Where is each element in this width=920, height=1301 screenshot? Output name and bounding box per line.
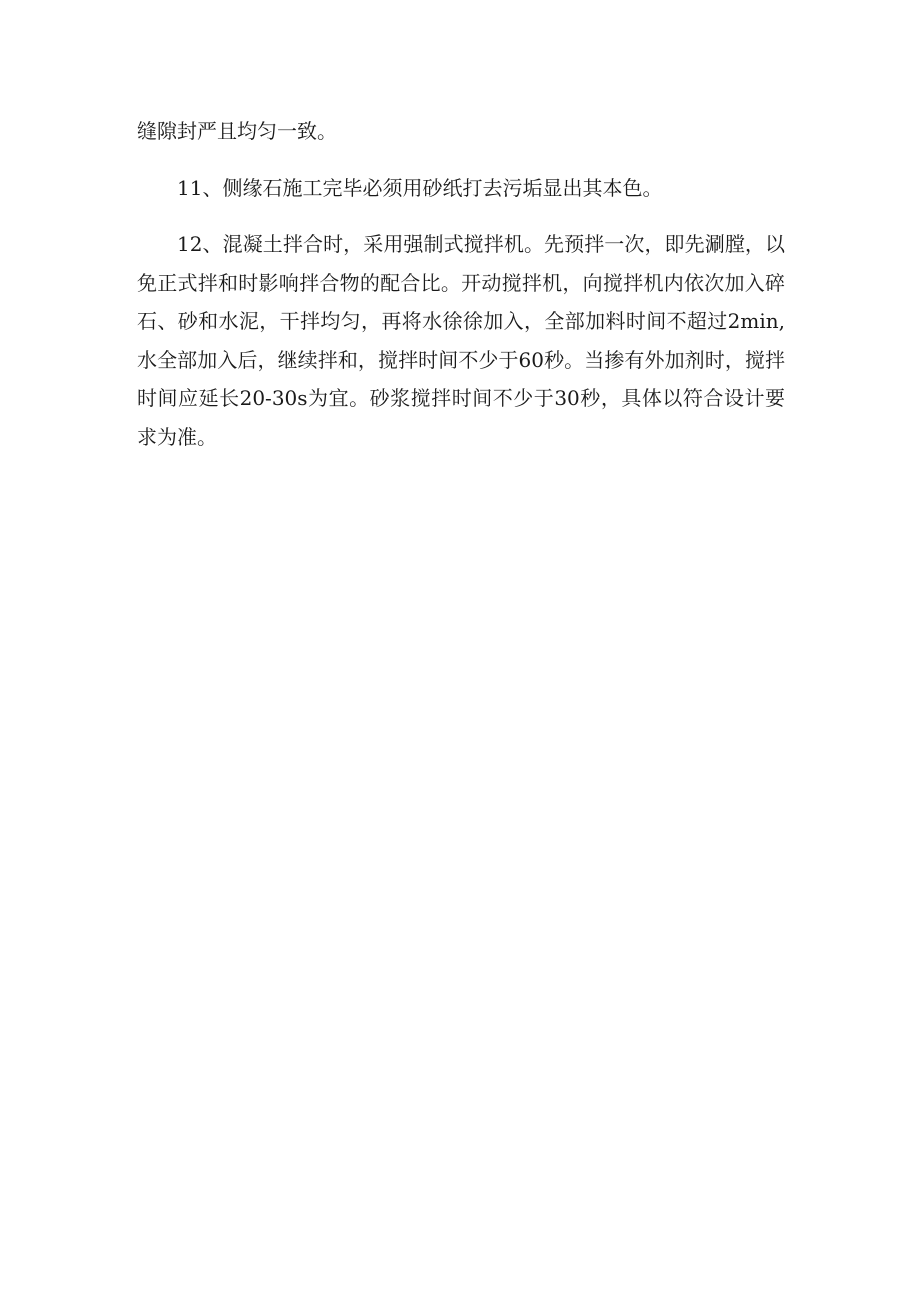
- document-body: [137, 112, 785, 456]
- paragraph-item-11: 11、侧缘石施工完毕必须用砂纸打去污垢显出其本色。: [177, 175, 663, 200]
- paragraph-continuation: 缝隙封严且均匀一致。: [137, 119, 337, 143]
- paragraph-item-12: 12、混凝土拌合时，采用强制式搅拌机。先预拌一次，即先涮膛，以免正式拌和时影响拌合物的配合比。开动搅拌机，向搅拌机内依次加入碎石、砂和水泥，干拌均匀，再将水徐徐加入，全部加料时间不超过2min,水全部加入后，继续拌和，搅拌时间不少于60秒。当掺有外加剂时，搅拌时间应延长20-30s为宜。砂浆搅拌时间不少于30秒，具体以符合设计要求为准。: [137, 232, 785, 449]
